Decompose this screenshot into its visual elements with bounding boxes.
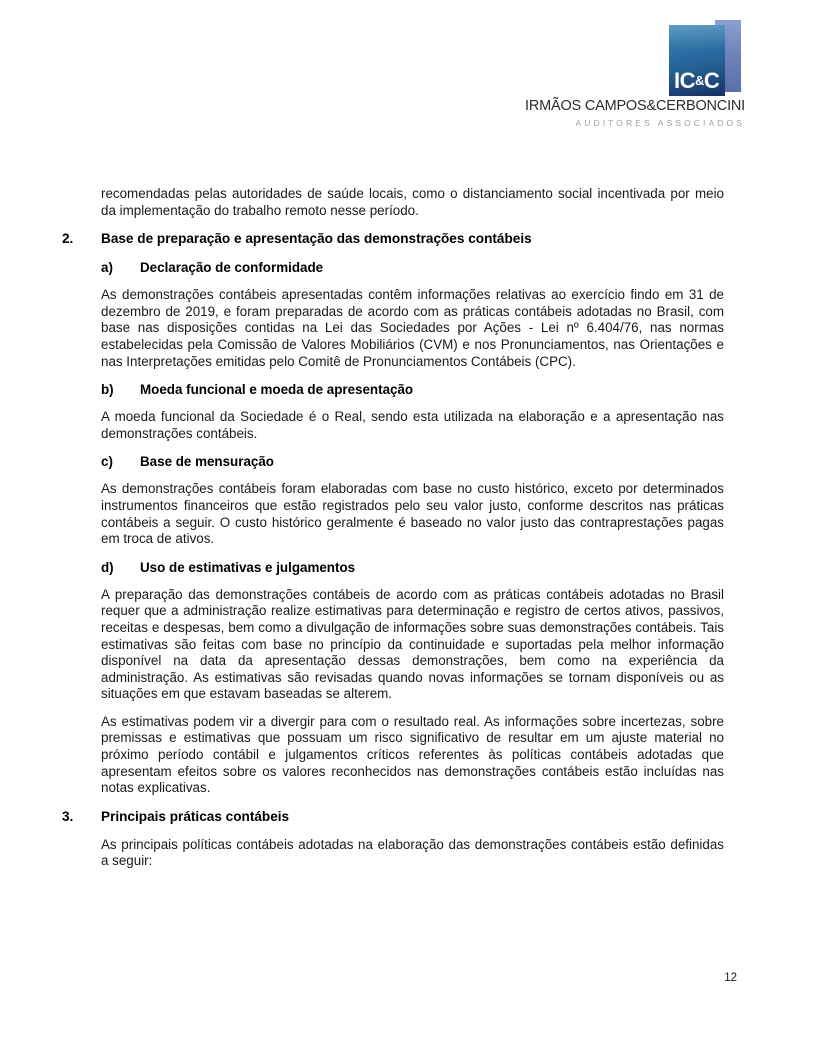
- section-title-3: Principais práticas contábeis: [101, 808, 290, 824]
- subsection-heading-2d: [62, 559, 724, 577]
- subsection-title-2c: Base de mensuração: [140, 454, 274, 470]
- logo-sheen-icon: [669, 25, 725, 49]
- section-paragraph-3-1: As principais políticas contábeis adotadas na elaboração das demonstrações contábeis estão definidas a seguir:: [101, 836, 724, 869]
- subsection-paragraph-2d-2: As estimativas podem vir a divergir para com o resultado real. As informações sobre incertezas, sobre premissas e estimativas que possuam um risco significativo de resultar em um ajuste material no próximo período contábil e julgamentos críticos referentes às políticas contábeis adotadas que apresentam efeitos sobre os valores reconhecidos nas demonstrações contábeis estão incluídas nas notas explicativas.: [101, 713, 724, 796]
- document-body: [62, 186, 724, 881]
- subsection-marker-2c: c): [101, 454, 113, 470]
- section-heading-3: [62, 808, 724, 826]
- section-marker-2: 2.: [62, 231, 74, 247]
- subsection-paragraph-2a-1: As demonstrações contábeis apresentadas contêm informações relativas ao exercício findo em 31 de dezembro de 2019, e foram preparadas de acordo com as práticas contábeis adotadas no Brasil, com base nas disposições contidas na Lei das Sociedades por Ações - Lei nº 6.404/76, nas normas estabelecidas pela Comissão de Valores Mobiliários (CVM) e nos Pronunciamentos, nas Orientações e nas Interpretações emitidas pelo Comitê de Pronunciamentos Contábeis (CPC).: [101, 287, 724, 369]
- section-marker-3: 3.: [62, 808, 74, 824]
- logo-subline: AUDITORES ASSOCIADOS: [575, 118, 745, 128]
- subsection-paragraph-2b-1: A moeda funcional da Sociedade é o Real, sendo esta utilizada na elaboração e a apresentação nas demonstrações contábeis.: [101, 409, 724, 441]
- logo-square-icon: [669, 25, 725, 96]
- logo-wordmark: IRMÃOS CAMPOS&CERBONCINI: [525, 98, 745, 114]
- subsection-title-2d: Uso de estimativas e julgamentos: [140, 559, 356, 575]
- subsection-marker-2b: b): [101, 382, 114, 398]
- page-number: 12: [724, 972, 737, 984]
- subsection-heading-2a: [62, 259, 724, 277]
- subsection-marker-2d: d): [101, 559, 114, 575]
- subsection-paragraph-2d-1: A preparação das demonstrações contábeis de acordo com as práticas contábeis adotadas no Brasil requer que a administração realize estimativas para determinação e registro de certos ativos, passivos, receitas e despesas, bem como a divulgação de informações sobre suas demonstrações contábeis. Tais estimativas são feitas com base no princípio da continuidade e suportadas pela melhor informação disponível na data da apresentação dessas demonstrações, bem como na experiência da administração. As estimativas são revisadas quando novas informações se tornam disponíveis ou as situações em que estavam baseadas se alterem.: [101, 586, 724, 702]
- intro-paragraph: recomendadas pelas autoridades de saúde locais, como o distanciamento social incentivada por meio da implementação do trabalho remoto nesse período.: [101, 186, 724, 218]
- subsection-paragraph-2c-1: As demonstrações contábeis foram elaboradas com base no custo histórico, exceto por determinados instrumentos financeiros que estão registrados pelo seu valor justo, conforme descritos nas práticas contábeis a seguir. O custo histórico geralmente é baseado no valor justo das contraprestações pagas em troca de ativos.: [101, 481, 724, 547]
- subsection-title-2a: Declaração de conformidade: [140, 260, 324, 276]
- section-heading-2: [62, 230, 724, 248]
- icc-logo-mark-icon: [669, 18, 741, 96]
- subsection-title-2b: Moeda funcional e moeda de apresentação: [140, 382, 414, 398]
- logo-monogram: [674, 70, 719, 92]
- section-title-2: Base de preparação e apresentação das demonstrações contábeis: [101, 231, 532, 247]
- subsection-marker-2a: a): [101, 260, 113, 276]
- company-logo-header: [495, 18, 745, 130]
- logo-monogram-ic: IC: [674, 68, 695, 93]
- logo-monogram-ampersand: &: [695, 73, 704, 88]
- logo-monogram-c: C: [703, 68, 720, 93]
- subsection-heading-2b: [62, 381, 724, 399]
- subsection-heading-2c: [62, 453, 724, 471]
